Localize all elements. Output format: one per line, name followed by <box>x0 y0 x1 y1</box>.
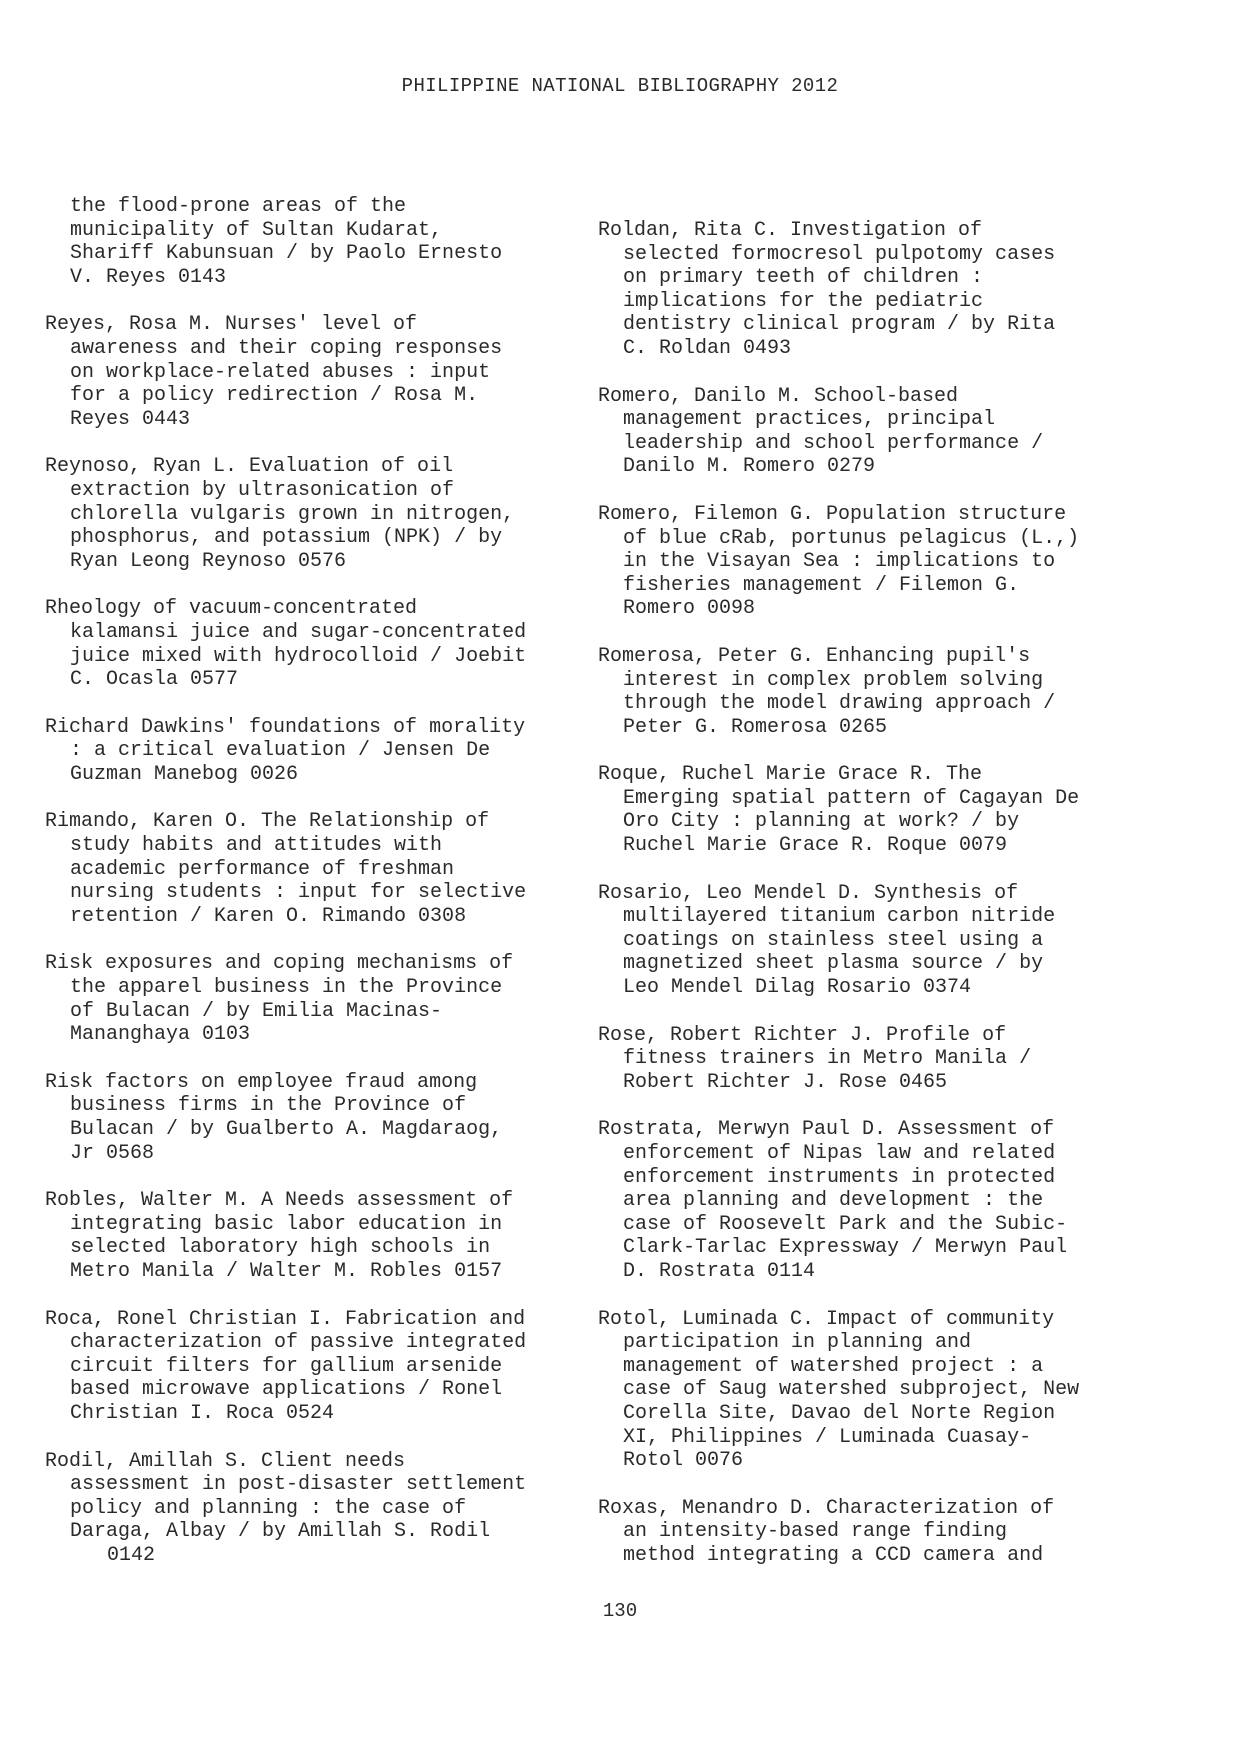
bibliography-entry <box>45 952 605 1046</box>
entry-line: awareness and their coping responses <box>70 336 503 360</box>
entry-line: assessment in post-disaster settlement <box>70 1473 527 1497</box>
entry-line: based microwave applications / Ronel <box>70 1378 503 1402</box>
entry-line: C. Ocasla 0577 <box>70 668 239 692</box>
entry-line: magnetized sheet plasma source / by <box>623 952 1044 976</box>
entry-line: of blue cRab, portunus pelagicus (L.,) <box>623 526 1080 550</box>
bibliography-entry <box>598 219 1158 361</box>
bibliography-entry <box>45 597 605 691</box>
entry-heading-line: Rodil, Amillah S. Client needs <box>45 1449 406 1473</box>
entry-line: management of watershed project : a <box>623 1354 1044 1378</box>
entry-line: integrating basic labor education in <box>70 1212 503 1236</box>
bibliography-entry <box>45 195 605 289</box>
entry-line: Rotol 0076 <box>623 1449 744 1473</box>
entry-line: area planning and development : the <box>623 1189 1044 1213</box>
page-number: 130 <box>602 1600 638 1622</box>
entry-line: : a critical evaluation / Jensen De <box>70 739 491 763</box>
bibliography-entry <box>598 1497 1158 1568</box>
entry-line: retention / Karen O. Rimando 0308 <box>70 904 467 928</box>
entry-line: dentistry clinical program / by Rita <box>623 313 1056 337</box>
entry-line: nursing students : input for selective <box>70 881 527 905</box>
entry-line: Corella Site, Davao del Norte Region <box>623 1401 1056 1425</box>
entry-line: study habits and attitudes with <box>70 834 443 858</box>
entry-heading-line: Rosario, Leo Mendel D. Synthesis of <box>598 881 1019 905</box>
entry-heading-line: Robles, Walter M. A Needs assessment of <box>45 1189 514 1213</box>
entry-heading-line: Roque, Ruchel Marie Grace R. The <box>598 763 983 787</box>
entry-line: phosphorus, and potassium (NPK) / by <box>70 526 503 550</box>
entry-line: method integrating a CCD camera and <box>623 1543 1044 1567</box>
entry-line: implications for the pediatric <box>623 289 984 313</box>
entry-line: V. Reyes 0143 <box>70 265 227 289</box>
entry-line: an intensity-based range finding <box>623 1520 1008 1544</box>
entry-heading-line: Romerosa, Peter G. Enhancing pupil's <box>598 644 1031 668</box>
entry-line: XI, Philippines / Luminada Cuasay- <box>623 1425 1032 1449</box>
entry-line: fisheries management / Filemon G. <box>623 573 1020 597</box>
entry-line: Clark-Tarlac Expressway / Merwyn Paul <box>623 1236 1068 1260</box>
entry-line: leadership and school performance / <box>623 431 1044 455</box>
entry-line: extraction by ultrasonication of <box>70 478 455 502</box>
entry-line: municipality of Sultan Kudarat, <box>70 218 443 242</box>
entry-line: kalamansi juice and sugar-concentrated <box>70 620 527 644</box>
bibliography-entry <box>45 1450 605 1568</box>
entry-line: Ryan Leong Reynoso 0576 <box>70 549 347 573</box>
entry-line: Emerging spatial pattern of Cagayan De <box>623 786 1080 810</box>
bibliography-entry <box>45 1071 605 1165</box>
bibliography-entry <box>45 716 605 787</box>
entry-heading-line: Risk exposures and coping mechanisms of <box>45 952 514 976</box>
right-column <box>598 219 1158 1592</box>
entry-heading-line: Roca, Ronel Christian I. Fabrication and <box>45 1307 526 1331</box>
entry-line: Ruchel Marie Grace R. Roque 0079 <box>623 834 1008 858</box>
entry-line: case of Roosevelt Park and the Subic- <box>623 1212 1068 1236</box>
entry-line: Guzman Manebog 0026 <box>70 762 299 786</box>
entry-line: Bulacan / by Gualberto A. Magdaraog, <box>70 1118 503 1141</box>
entry-heading-line: Rose, Robert Richter J. Profile of <box>598 1023 1007 1047</box>
entry-line: the apparel business in the Province <box>70 976 503 1000</box>
entry-heading-line: Rimando, Karen O. The Relationship of <box>45 810 490 834</box>
bibliography-entry <box>598 385 1158 479</box>
entry-heading-line: Rostrata, Merwyn Paul D. Assessment of <box>598 1118 1055 1142</box>
bibliography-entry <box>598 1024 1158 1095</box>
entry-line: coatings on stainless steel using a <box>623 928 1044 952</box>
entry-line: Peter G. Romerosa 0265 <box>623 715 888 739</box>
bibliography-entry <box>45 1189 605 1283</box>
entry-heading-line: Richard Dawkins' foundations of morality <box>45 715 526 739</box>
entry-line: business firms in the Province of <box>70 1094 467 1118</box>
entry-line: chlorella vulgaris grown in nitrogen, <box>70 502 515 526</box>
bibliography-entry <box>45 313 605 431</box>
bibliography-entry <box>45 810 605 928</box>
entry-heading-line: Rotol, Luminada C. Impact of community <box>598 1307 1055 1331</box>
entry-line: enforcement instruments in protected <box>623 1165 1056 1189</box>
bibliography-entry <box>598 645 1158 739</box>
entry-line: on primary teeth of children : <box>623 266 984 290</box>
entry-line: Shariff Kabunsuan / by Paolo Ernesto <box>70 242 503 266</box>
entry-line: interest in complex problem solving <box>623 668 1044 692</box>
entry-line: participation in planning and <box>623 1331 972 1355</box>
entry-line: 0142 <box>107 1543 156 1567</box>
entry-heading-line: Risk factors on employee fraud among <box>45 1070 478 1094</box>
entry-line: characterization of passive integrated <box>70 1331 527 1355</box>
entry-line: selected formocresol pulpotomy cases <box>623 242 1056 266</box>
entry-heading-line: Romero, Filemon G. Population structure <box>598 502 1067 526</box>
entry-heading-line: Roldan, Rita C. Investigation of <box>598 219 983 242</box>
entry-line: enforcement of Nipas law and related <box>623 1142 1056 1165</box>
entry-line: Reyes 0443 <box>70 407 191 431</box>
entry-line: Christian I. Roca 0524 <box>70 1401 335 1425</box>
entry-line: selected laboratory high schools in <box>70 1236 491 1260</box>
entry-line: Robert Richter J. Rose 0465 <box>623 1070 948 1094</box>
left-column <box>45 195 605 1592</box>
entry-heading-line: Roxas, Menandro D. Characterization of <box>598 1496 1055 1520</box>
entry-line: Leo Mendel Dilag Rosario 0374 <box>623 976 972 1000</box>
entry-line: multilayered titanium carbon nitride <box>623 905 1056 929</box>
entry-heading-line: Reyes, Rosa M. Nurses' level of <box>45 313 418 337</box>
entry-line: fitness trainers in Metro Manila / <box>623 1047 1032 1071</box>
page-header: PHILIPPINE NATIONAL BIBLIOGRAPHY 2012 <box>401 75 839 97</box>
bibliography-entry <box>598 882 1158 1000</box>
entry-line: on workplace-related abuses : input <box>70 360 491 384</box>
entry-heading-line: Romero, Danilo M. School-based <box>598 384 959 408</box>
entry-line: policy and planning : the case of <box>70 1496 467 1520</box>
entry-line: of Bulacan / by Emilia Macinas- <box>70 999 443 1023</box>
entry-line: Metro Manila / Walter M. Robles 0157 <box>70 1259 503 1283</box>
entry-line: Danilo M. Romero 0279 <box>623 455 876 479</box>
entry-line: through the model drawing approach / <box>623 692 1056 716</box>
entry-line: management practices, principal <box>623 408 996 432</box>
entry-line: Oro City : planning at work? / by <box>623 810 1020 834</box>
entry-line: Romero 0098 <box>623 597 756 621</box>
entry-line: academic performance of freshman <box>70 857 455 881</box>
bibliography-entry <box>598 503 1158 621</box>
bibliography-entry <box>598 1308 1158 1473</box>
bibliography-entry <box>598 763 1158 857</box>
bibliography-entry <box>45 455 605 573</box>
entry-heading-line: Reynoso, Ryan L. Evaluation of oil <box>45 455 454 479</box>
entry-line: for a policy redirection / Rosa M. <box>70 384 479 408</box>
bibliography-entry <box>45 1308 605 1426</box>
entry-line: the flood-prone areas of the <box>70 195 407 218</box>
entry-line: case of Saug watershed subproject, New <box>623 1378 1080 1402</box>
entry-line: in the Visayan Sea : implications to <box>623 550 1056 574</box>
bibliography-entry <box>598 1118 1158 1283</box>
entry-line: C. Roldan 0493 <box>623 336 792 360</box>
entry-line: circuit filters for gallium arsenide <box>70 1354 503 1378</box>
entry-line: D. Rostrata 0114 <box>623 1259 816 1283</box>
entry-line: Mananghaya 0103 <box>70 1023 251 1047</box>
entry-heading-line: Rheology of vacuum-concentrated <box>45 597 418 621</box>
entry-line: Daraga, Albay / by Amillah S. Rodil <box>70 1520 491 1544</box>
entry-line: juice mixed with hydrocolloid / Joebit <box>70 644 527 668</box>
entry-line: Jr 0568 <box>70 1141 155 1165</box>
